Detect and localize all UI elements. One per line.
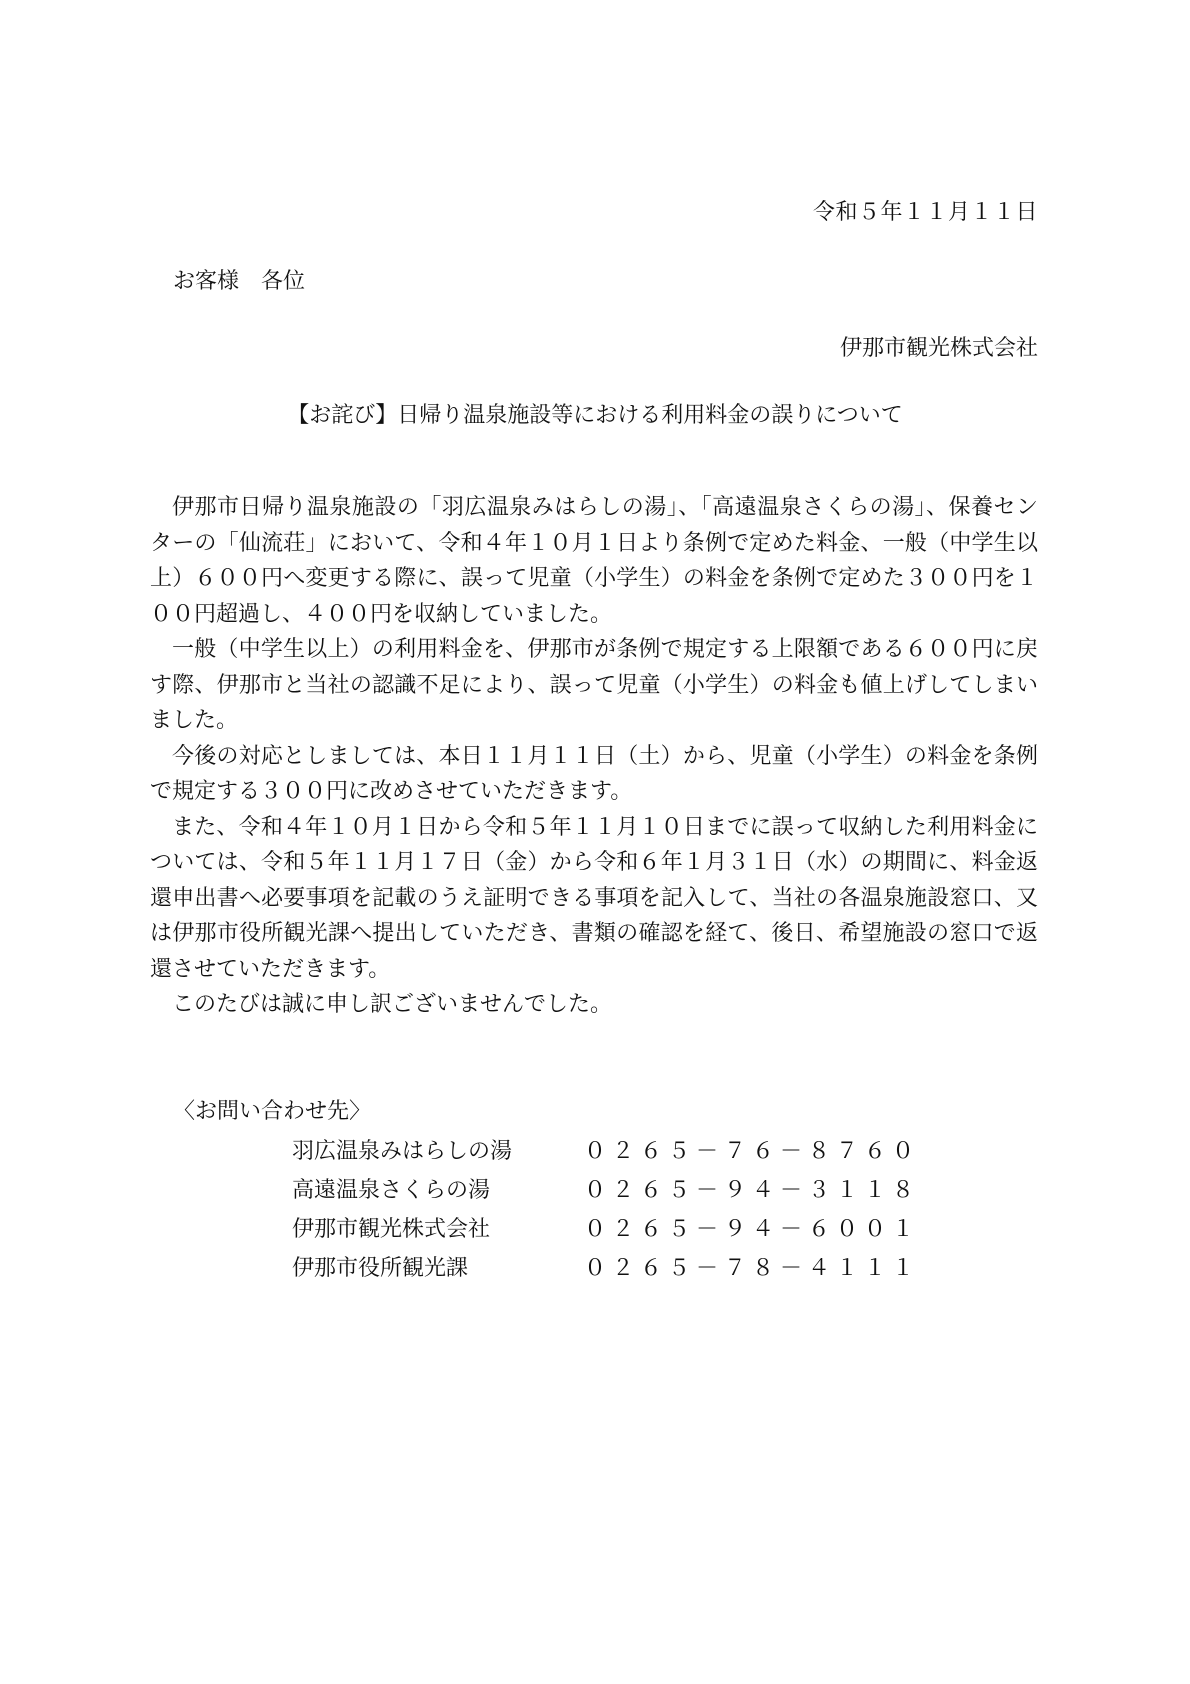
body-paragraph: 伊那市日帰り温泉施設の「羽広温泉みはらしの湯」、「高遠温泉さくらの湯」、保養センターの「仙流荘」において、令和４年１０月１日より条例で定めた料金、一般（中学生以上）６００円へ変更する際に、誤って児童（小学生）の料金を条例で定めた３００円を１００円超過し、４００円を収納していました。 — [150, 495, 1038, 627]
contact-list — [292, 1130, 920, 1286]
contact-row — [292, 1130, 920, 1169]
contact-name: 高遠温泉さくらの湯 — [292, 1178, 491, 1203]
contact-phone: ０２６５－９４－３１１８ — [584, 1178, 921, 1203]
contact-phone: ０２６５－９４－６００１ — [584, 1217, 921, 1242]
document-body — [150, 490, 1038, 1023]
addressee: お客様 各位 — [173, 269, 306, 294]
contact-name: 伊那市役所観光課 — [292, 1256, 469, 1281]
contact-row — [292, 1247, 920, 1286]
document-date: 令和５年１１月１１日 — [812, 200, 1038, 225]
body-paragraph: 一般（中学生以上）の利用料金を、伊那市が条例で規定する上限額である６００円に戻す際、伊那市と当社の認識不足により、誤って児童（小学生）の料金も値上げしてしまいました。 — [150, 637, 1038, 733]
body-paragraph: 今後の対応としましては、本日１１月１１日（土）から、児童（小学生）の料金を条例で規定する３００円に改めさせていただきます。 — [150, 743, 1038, 804]
document-title: 【お詫び】日帰り温泉施設等における利用料金の誤りについて — [287, 403, 903, 428]
contact-name: 伊那市観光株式会社 — [292, 1217, 491, 1242]
contact-phone: ０２６５－７６－８７６０ — [584, 1139, 921, 1164]
contact-name: 羽広温泉みはらしの湯 — [292, 1139, 513, 1164]
contact-row — [292, 1169, 920, 1208]
contact-row — [292, 1208, 920, 1247]
contact-phone: ０２６５－７８－４１１１ — [584, 1256, 921, 1281]
body-paragraph: このたびは誠に申し訳ございませんでした。 — [172, 992, 613, 1017]
sender-company: 伊那市観光株式会社 — [839, 336, 1038, 361]
contact-heading: 〈お問い合わせ先〉 — [173, 1099, 372, 1124]
body-paragraph: また、令和４年１０月１日から令和５年１１月１０日までに誤って収納した利用料金については、令和５年１１月１７日（金）から令和６年１月３１日（水）の期間に、料金返還申出書へ必要事項を記載のうえ証明できる事項を記入して、当社の各温泉施設窓口、又は伊那市役所観光課へ提出していただき、書類の確認を経て、後日、希望施設の窓口で返還させていただきます。 — [150, 814, 1038, 982]
